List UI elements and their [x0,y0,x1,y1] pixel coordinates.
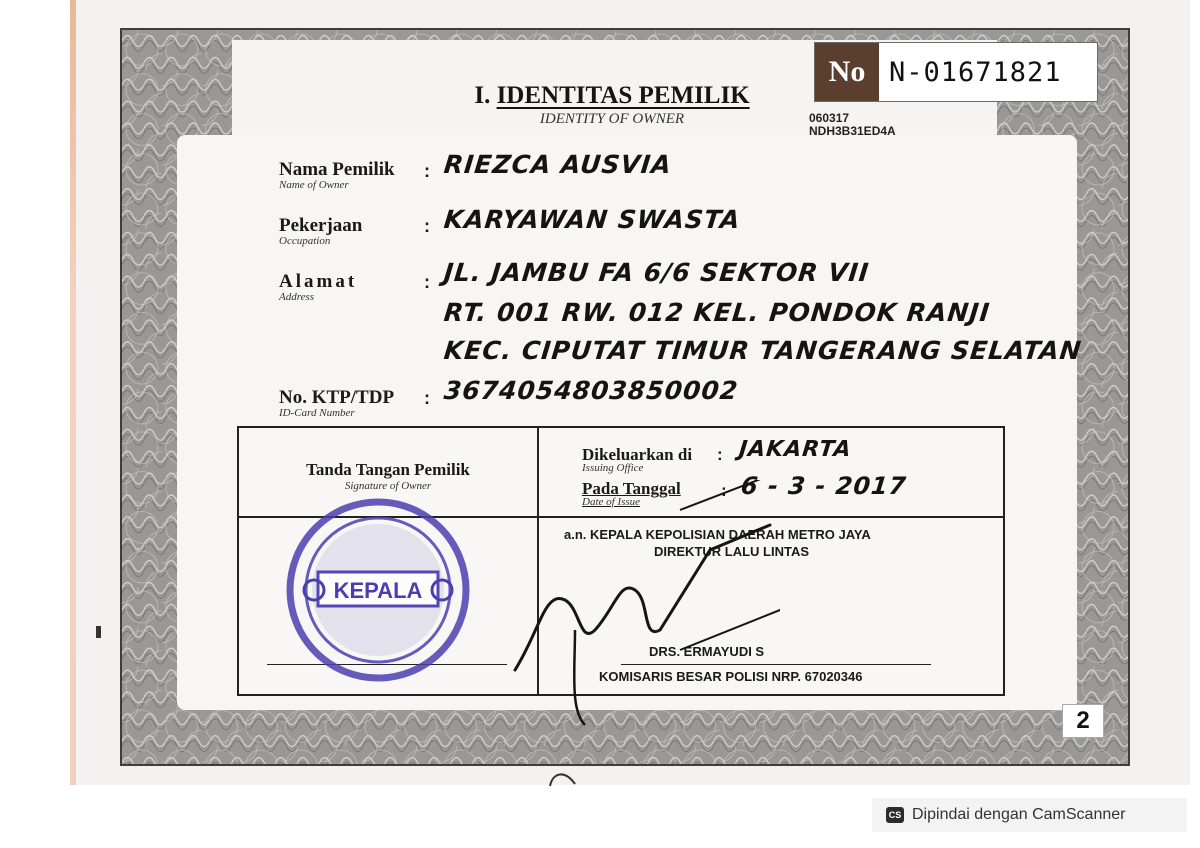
section-header [462,82,762,128]
colon: : [424,216,430,236]
id-number-label-en: ID-Card Number [279,407,355,419]
signature-label: Tanda Tangan Pemilik Signature of Owner [239,460,537,492]
address-label: Alamat Address [279,271,358,303]
colon: : [424,272,430,292]
colon: : [717,445,723,464]
address-label-en: Address [279,291,315,303]
page-number: 2 [1062,704,1104,738]
official-signature [380,480,780,730]
colon: : [424,161,430,181]
official-name: DRS. ERMAYUDI S [649,644,765,659]
document-number-box [814,42,1098,102]
scan-scribble [545,768,585,788]
issue-date-value: 6 - 3 - 2017 [739,472,909,500]
name-label-en: Name of Owner [279,179,349,191]
section-title-text: IDENTITAS PEMILIK [496,82,750,109]
colon: : [721,481,727,500]
section-subtitle: IDENTITY OF OWNER [539,111,685,127]
camscanner-text: Dipindai dengan CamScanner [912,806,1126,823]
scan-mark [96,626,101,638]
signature-label-en: Signature of Owner [344,480,432,492]
address-line-3: KEC. CIPUTAT TIMUR TANGERANG SELATAN [442,336,1084,365]
official-title-line-1: a.n. KEPALA KEPOLISIAN DAERAH METRO JAYA [564,527,871,542]
id-number-value: 3674054803850002 [442,376,740,405]
issue-date-label: Pada Tanggal Date of Issue [582,479,681,508]
owner-name-value: RIEZCA AUSVIA [442,150,674,179]
issuing-office-label: Dikeluarkan di Issuing Office [582,445,693,474]
occupation-label-en: Occupation [279,235,331,247]
colon: : [424,388,430,408]
issuing-office-value: JAKARTA [737,437,853,462]
section-number: I. [474,82,491,109]
number-label: No [815,43,879,101]
occupation-label: Pekerjaan Occupation [279,215,363,247]
issue-date-label-en: Date of Issue [582,496,641,508]
id-number-label: No. KTP/TDP ID-Card Number [279,387,395,419]
document-codes [809,112,896,138]
code-line-2: NDH3B31ED4A [809,124,896,138]
scan-edge [70,0,76,785]
camscanner-icon: CS [886,807,904,823]
occupation-value: KARYAWAN SWASTA [442,205,743,234]
official-title-line-2: DIREKTUR LALU LINTAS [654,544,810,559]
stamp-text: KEPALA [333,578,423,603]
official-rank: KOMISARIS BESAR POLISI NRP. 67020346 [599,669,863,684]
section-title [462,82,762,110]
name-label: Nama Pemilik Name of Owner [279,159,395,191]
address-line-2: RT. 001 RW. 012 KEL. PONDOK RANJI [442,298,992,327]
document-number: N-01671821 [889,56,1062,88]
code-line-1: 060317 [809,111,850,125]
issuing-office-label-en: Issuing Office [582,462,644,474]
address-line-1: JL. JAMBU FA 6/6 SEKTOR VII [442,258,871,287]
camscanner-watermark [872,798,1187,832]
